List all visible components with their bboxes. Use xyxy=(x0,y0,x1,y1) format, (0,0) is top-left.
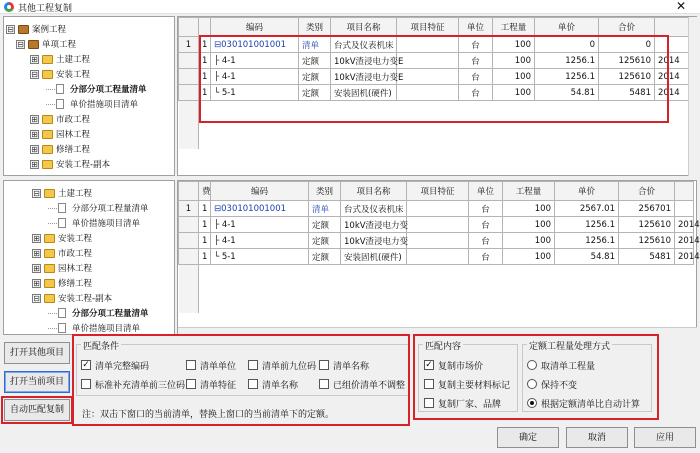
column-header[interactable] xyxy=(655,18,689,37)
option-checkbox-label[interactable]: 清单单位 xyxy=(200,362,237,372)
folder-icon xyxy=(42,130,53,139)
column-header[interactable]: 费 xyxy=(199,182,211,201)
table-cell[interactable]: ⊟030101001001 xyxy=(211,201,309,217)
option-checkbox[interactable]: ✓ xyxy=(425,360,433,370)
document-icon xyxy=(58,308,66,318)
folder-icon xyxy=(44,294,55,303)
table-cell[interactable]: 100 xyxy=(503,233,555,249)
table-cell[interactable]: 定额 xyxy=(299,53,331,69)
expand-toggle-icon[interactable]: ⊞ xyxy=(33,279,40,288)
tree-connector xyxy=(46,104,55,105)
option-checkbox[interactable]: ✓ xyxy=(82,360,90,370)
table-cell[interactable]: 1 xyxy=(199,249,211,265)
collapse-toggle-icon[interactable]: ⊟ xyxy=(17,40,24,49)
table-cell[interactable] xyxy=(407,249,469,265)
column-header[interactable]: 合价 xyxy=(599,18,655,37)
table-cell[interactable]: 定额 xyxy=(309,217,341,233)
collapse-toggle-icon[interactable]: ⊟ xyxy=(33,189,40,198)
collapse-toggle-icon[interactable]: ⊟ xyxy=(7,25,14,34)
expand-toggle-icon[interactable]: ⊞ xyxy=(31,160,38,169)
table-cell[interactable]: 125610 xyxy=(599,69,655,85)
table-cell[interactable]: 100 xyxy=(503,201,555,217)
empty-row xyxy=(179,281,694,297)
quota-handling-title: 定额工程量处理方式 xyxy=(527,339,612,352)
open-other-project-button[interactable]: 打开其他项目 xyxy=(4,342,70,364)
tree-node-label[interactable]: 分部分项工程量清单 xyxy=(72,309,149,319)
expand-toggle-icon[interactable]: ⊞ xyxy=(31,55,38,64)
tree-node-label[interactable]: 修缮工程 xyxy=(56,145,91,155)
close-icon[interactable]: ✕ xyxy=(676,0,687,13)
table-cell[interactable]: 5481 xyxy=(599,85,655,101)
tree-node-label[interactable]: 土建工程 xyxy=(56,55,91,65)
table-cell[interactable]: 100 xyxy=(493,69,535,85)
option-checkbox-label[interactable]: 标准补充清单前三位码 xyxy=(95,381,186,391)
column-header[interactable]: 单价 xyxy=(535,18,599,37)
table-cell[interactable]: 1256.1 xyxy=(535,69,599,85)
option-checkbox-label[interactable]: 清单名称 xyxy=(333,362,370,372)
option-radio-label[interactable]: 取清单工程量 xyxy=(541,362,596,372)
option-checkbox[interactable] xyxy=(248,360,258,370)
tree-node-label[interactable]: 市政工程 xyxy=(56,115,91,125)
table-cell[interactable] xyxy=(397,85,459,101)
document-icon xyxy=(58,323,66,333)
current-items-grid[interactable] xyxy=(178,181,700,313)
table-cell[interactable]: 台式及仪表机床 xyxy=(341,201,407,217)
table-row[interactable] xyxy=(179,233,694,249)
table-cell[interactable]: 0 xyxy=(535,37,599,53)
grid-header-row xyxy=(179,182,694,201)
tree-node-label[interactable]: 园林工程 xyxy=(56,130,91,140)
table-cell[interactable]: 1 xyxy=(199,37,211,53)
table-cell[interactable]: 定额 xyxy=(299,85,331,101)
table-cell[interactable] xyxy=(179,53,199,69)
ok-button[interactable]: 确定 xyxy=(497,427,559,448)
column-header[interactable]: 项目名称 xyxy=(331,18,397,37)
tree-node-label[interactable]: 单项工程 xyxy=(42,40,77,50)
folder-icon xyxy=(44,264,55,273)
match-conditions-title: 匹配条件 xyxy=(81,339,121,352)
expand-toggle-icon[interactable]: ⊞ xyxy=(31,145,38,154)
cancel-button[interactable]: 取消 xyxy=(566,427,628,448)
table-cell[interactable] xyxy=(179,233,199,249)
expand-toggle-icon[interactable]: ⊞ xyxy=(33,249,40,258)
tree-connector xyxy=(48,328,57,329)
option-checkbox-label[interactable]: 清单特征 xyxy=(200,381,237,391)
option-checkbox[interactable] xyxy=(81,379,91,389)
folder-icon xyxy=(42,160,53,169)
column-header[interactable]: 项目名称 xyxy=(341,182,407,201)
folder-icon xyxy=(42,55,53,64)
tree-node-label[interactable]: 安装工程-副本 xyxy=(56,160,111,170)
title-bar xyxy=(0,0,700,14)
expand-toggle-icon[interactable]: ⊞ xyxy=(31,130,38,139)
table-cell[interactable] xyxy=(179,85,199,101)
empty-row xyxy=(179,133,689,149)
table-cell[interactable]: 1 xyxy=(179,37,199,53)
collapse-toggle-icon[interactable]: ⊟ xyxy=(33,294,40,303)
table-cell[interactable] xyxy=(407,217,469,233)
table-cell[interactable] xyxy=(675,201,694,217)
open-current-project-button[interactable]: 打开当前项目 xyxy=(4,371,70,393)
table-cell[interactable]: 125610 xyxy=(619,217,675,233)
table-cell[interactable]: 安装固机(硬件) xyxy=(331,85,397,101)
tree-node-label[interactable]: 分部分项工程量清单 xyxy=(70,85,147,95)
expand-toggle-icon[interactable]: ⊞ xyxy=(31,115,38,124)
option-radio[interactable] xyxy=(527,398,537,408)
table-cell[interactable]: 256701 xyxy=(619,201,675,217)
table-cell[interactable]: 100 xyxy=(503,249,555,265)
source-items-grid[interactable] xyxy=(178,17,689,149)
option-radio-label[interactable]: 根据定额清单比自动计算 xyxy=(541,400,641,410)
option-checkbox[interactable] xyxy=(186,379,196,389)
horizontal-scrollbar[interactable] xyxy=(178,327,697,335)
table-row[interactable] xyxy=(179,69,689,85)
expand-toggle-icon[interactable]: ⊞ xyxy=(33,234,40,243)
match-content-title: 匹配内容 xyxy=(423,339,463,352)
table-cell[interactable]: ├ 4-1 xyxy=(211,233,309,249)
table-cell[interactable]: └ 5-1 xyxy=(211,85,299,101)
collapse-toggle-icon[interactable]: ⊟ xyxy=(31,70,38,79)
tree-connector xyxy=(48,208,57,209)
column-header[interactable] xyxy=(675,182,694,201)
table-cell[interactable]: 定额 xyxy=(309,233,341,249)
folder-icon xyxy=(42,115,53,124)
table-cell[interactable]: 清单 xyxy=(309,201,341,217)
document-icon xyxy=(56,84,64,94)
table-cell[interactable] xyxy=(397,53,459,69)
folder-icon xyxy=(44,279,55,288)
column-header[interactable]: 项目特征 xyxy=(397,18,459,37)
table-row[interactable] xyxy=(179,217,694,233)
table-cell[interactable]: 5481 xyxy=(619,249,675,265)
folder-icon xyxy=(44,189,55,198)
option-checkbox-label[interactable]: 复制主要材料标记 xyxy=(438,381,511,391)
table-cell[interactable]: 100 xyxy=(493,85,535,101)
tree-node-label[interactable]: 案例工程 xyxy=(32,25,67,35)
table-cell[interactable]: 1 xyxy=(199,85,211,101)
table-cell[interactable]: 1 xyxy=(199,233,211,249)
table-cell[interactable]: 125610 xyxy=(619,233,675,249)
table-row[interactable] xyxy=(179,37,689,53)
document-icon xyxy=(56,99,64,109)
tree-connector xyxy=(48,313,57,314)
option-checkbox[interactable] xyxy=(186,360,196,370)
table-cell[interactable]: 2014 xyxy=(675,217,694,233)
table-cell[interactable]: 台 xyxy=(459,37,493,53)
table-cell[interactable]: 1 xyxy=(199,217,211,233)
tree-node-label[interactable]: 单价措施项目清单 xyxy=(72,219,141,229)
tree-node-label[interactable]: 单价措施项目清单 xyxy=(70,100,139,110)
option-checkbox-label[interactable]: 清单名称 xyxy=(262,381,299,391)
grid-header-row xyxy=(179,18,689,37)
table-cell[interactable]: 100 xyxy=(493,53,535,69)
table-row[interactable] xyxy=(179,85,689,101)
window-title: 其他工程复制 xyxy=(18,4,73,14)
option-checkbox[interactable] xyxy=(424,398,434,408)
table-cell[interactable]: 安装固机(硬件) xyxy=(341,249,407,265)
folder-icon xyxy=(44,234,55,243)
table-cell[interactable]: 2014 xyxy=(655,69,689,85)
table-cell[interactable]: 1256.1 xyxy=(555,217,619,233)
table-cell[interactable]: 10kV渣浸电力变E xyxy=(331,69,397,85)
table-cell[interactable]: 54.81 xyxy=(555,249,619,265)
column-header[interactable]: 单位 xyxy=(469,182,503,201)
table-cell[interactable] xyxy=(179,69,199,85)
table-cell[interactable]: 台 xyxy=(469,233,503,249)
source-items-grid-panel xyxy=(177,16,697,176)
option-checkbox[interactable] xyxy=(248,379,258,389)
empty-row xyxy=(179,117,689,133)
tree-node-label[interactable]: 单价措施项目清单 xyxy=(72,324,141,334)
column-header[interactable]: 编码 xyxy=(211,18,299,37)
table-row[interactable] xyxy=(179,201,694,217)
option-checkbox[interactable] xyxy=(319,379,329,389)
table-cell[interactable]: 2014 xyxy=(655,85,689,101)
column-header[interactable]: 类别 xyxy=(299,18,331,37)
table-cell[interactable]: ├ 4-1 xyxy=(211,217,309,233)
table-cell[interactable] xyxy=(397,69,459,85)
table-cell[interactable] xyxy=(179,249,199,265)
table-cell[interactable]: 台 xyxy=(459,69,493,85)
apply-button[interactable]: 应用 xyxy=(634,427,696,448)
table-cell[interactable]: 台 xyxy=(469,201,503,217)
table-cell[interactable]: 10kV渣浸电力变E xyxy=(331,53,397,69)
table-cell[interactable]: └ 5-1 xyxy=(211,249,309,265)
table-cell[interactable] xyxy=(397,37,459,53)
table-cell[interactable] xyxy=(655,37,689,53)
folder-icon xyxy=(42,70,53,79)
column-header[interactable]: 单位 xyxy=(459,18,493,37)
expand-toggle-icon[interactable]: ⊞ xyxy=(33,264,40,273)
tree-node-label[interactable]: 土建工程 xyxy=(58,189,93,199)
table-cell[interactable]: 10kV渣浸电力变 xyxy=(341,217,407,233)
table-cell[interactable]: 2014 xyxy=(655,53,689,69)
table-cell[interactable]: 2567.01 xyxy=(555,201,619,217)
table-cell[interactable]: 台 xyxy=(469,217,503,233)
vertical-scrollbar[interactable] xyxy=(688,17,697,176)
folder-icon xyxy=(28,40,39,49)
option-checkbox-label[interactable]: 已组价清单不调整 xyxy=(333,381,406,391)
table-cell[interactable]: 清单 xyxy=(299,37,331,53)
tree-node-label[interactable]: 安装工程 xyxy=(56,70,91,80)
table-row[interactable] xyxy=(179,249,694,265)
table-cell[interactable]: 100 xyxy=(503,217,555,233)
option-checkbox[interactable] xyxy=(319,360,329,370)
option-radio-label[interactable]: 保持不变 xyxy=(541,381,578,391)
app-logo-icon xyxy=(4,2,14,12)
tree-node-label[interactable]: 安装工程 xyxy=(58,234,93,244)
table-cell[interactable]: 定额 xyxy=(299,69,331,85)
table-cell[interactable] xyxy=(407,201,469,217)
column-header[interactable] xyxy=(179,18,199,37)
table-cell[interactable]: 10kV渣浸电力变 xyxy=(341,233,407,249)
table-cell[interactable] xyxy=(407,233,469,249)
table-cell[interactable]: ├ 4-1 xyxy=(211,53,299,69)
column-header[interactable]: 编码 xyxy=(211,182,309,201)
option-checkbox-label[interactable]: 复制市场价 xyxy=(438,362,484,372)
current-items-grid-panel xyxy=(177,180,700,335)
table-cell[interactable]: 2014 xyxy=(675,233,694,249)
column-header[interactable]: 类别 xyxy=(309,182,341,201)
table-cell[interactable]: 台式及仪表机床 xyxy=(331,37,397,53)
tree-node-label[interactable]: 园林工程 xyxy=(58,264,93,274)
document-icon xyxy=(58,218,66,228)
tree-connector xyxy=(46,89,55,90)
table-cell[interactable]: 100 xyxy=(493,37,535,53)
table-cell[interactable]: 1256.1 xyxy=(555,233,619,249)
folder-icon xyxy=(18,25,29,34)
table-cell[interactable]: 台 xyxy=(459,53,493,69)
column-header[interactable]: 单价 xyxy=(555,182,619,201)
folder-icon xyxy=(42,145,53,154)
table-cell[interactable]: 1 xyxy=(199,201,211,217)
column-header[interactable] xyxy=(199,18,211,37)
table-cell[interactable]: 1 xyxy=(199,69,211,85)
table-cell[interactable]: 1256.1 xyxy=(535,53,599,69)
option-checkbox-label[interactable]: 复制厂家、品牌 xyxy=(438,400,502,410)
empty-row xyxy=(179,265,694,281)
option-radio[interactable] xyxy=(527,379,537,389)
table-row[interactable] xyxy=(179,53,689,69)
table-cell[interactable]: 125610 xyxy=(599,53,655,69)
option-checkbox-label[interactable]: 清单前九位码 xyxy=(262,362,317,372)
tree-node-label[interactable]: 分部分项工程量清单 xyxy=(72,204,149,214)
table-cell[interactable] xyxy=(179,217,199,233)
auto-match-copy-button[interactable]: 自动匹配复制 xyxy=(4,399,70,421)
table-cell[interactable]: 1 xyxy=(199,53,211,69)
tree-node-label[interactable]: 市政工程 xyxy=(58,249,93,259)
column-header[interactable]: 合价 xyxy=(619,182,675,201)
table-cell[interactable]: ├ 4-1 xyxy=(211,69,299,85)
table-cell[interactable]: 0 xyxy=(599,37,655,53)
option-checkbox-label[interactable]: 清单完整编码 xyxy=(95,362,150,372)
current-project-tree[interactable] xyxy=(3,180,175,335)
column-header[interactable]: 工程量 xyxy=(493,18,535,37)
empty-row xyxy=(179,101,689,117)
source-project-tree[interactable] xyxy=(3,16,175,176)
column-header[interactable]: 项目特征 xyxy=(407,182,469,201)
table-cell[interactable]: 54.81 xyxy=(535,85,599,101)
tree-node-label[interactable]: 修缮工程 xyxy=(58,279,93,289)
table-cell[interactable]: 1 xyxy=(179,201,199,217)
table-cell[interactable]: 2014 xyxy=(675,249,694,265)
empty-row xyxy=(179,297,694,313)
table-cell[interactable]: 定额 xyxy=(309,249,341,265)
tree-connector xyxy=(48,223,57,224)
tree-node-label[interactable]: 安装工程-副本 xyxy=(58,294,113,304)
document-icon xyxy=(58,203,66,213)
table-cell[interactable]: 台 xyxy=(459,85,493,101)
column-header[interactable] xyxy=(179,182,199,201)
folder-icon xyxy=(44,249,55,258)
table-cell[interactable]: ⊟030101001001 xyxy=(211,37,299,53)
option-radio[interactable] xyxy=(527,360,537,370)
column-header[interactable]: 工程量 xyxy=(503,182,555,201)
option-checkbox[interactable] xyxy=(424,379,434,389)
table-cell[interactable]: 台 xyxy=(469,249,503,265)
replace-note: 注：双击下窗口的当前清单，替换上窗口的当前清单下的定额。 xyxy=(82,410,335,420)
